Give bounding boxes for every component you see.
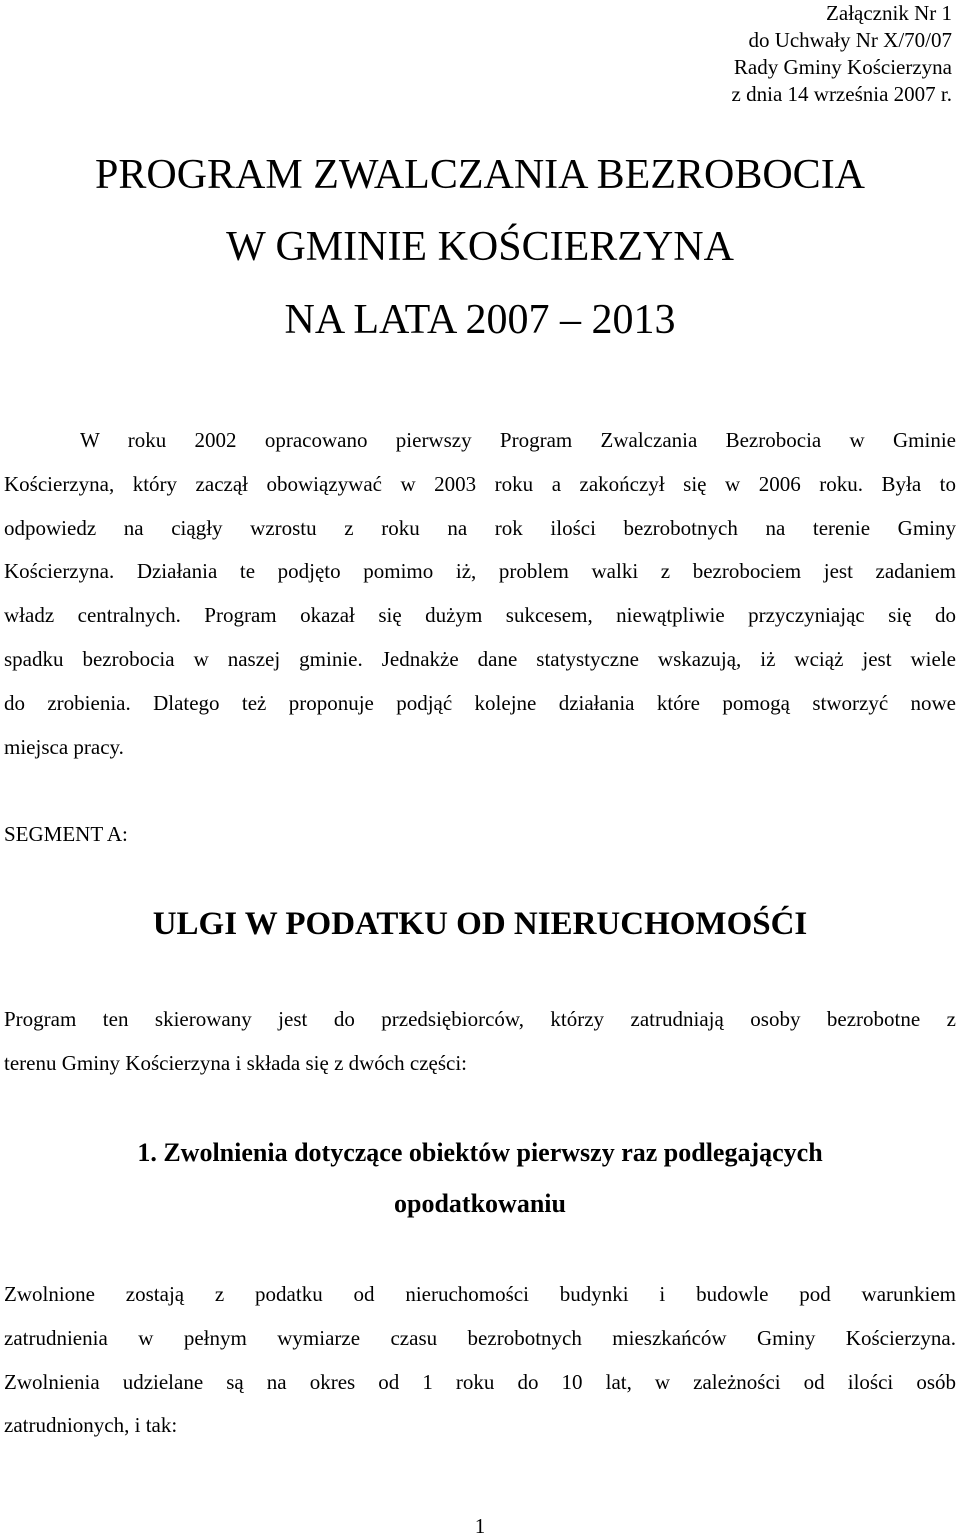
exemption-line: Zwolnione zostają z podatku od nieruchomości budynki i budowle pod warunkiem: [4, 1282, 956, 1306]
attachment-header: [732, 0, 952, 108]
intro-line: spadku bezrobocia w naszej gminie. Jednakże dane statystyczne wskazują, iż wciąż jest wiele: [4, 646, 956, 671]
resolution-date: z dnia 14 września 2007 r.: [731, 82, 952, 106]
intro-line: władz centralnych. Program okazał się dużym sukcesem, niewątpliwie przyczyniając się do: [4, 603, 956, 628]
exemption-paragraph: [4, 1273, 956, 1448]
council-name: Rady Gminy Kościerzyna: [733, 55, 952, 79]
document-title-line-2: W GMINIE KOŚCIERZYNA: [226, 224, 734, 270]
resolution-number: do Uchwały Nr X/70/07: [748, 28, 952, 52]
intro-paragraph: [4, 419, 956, 769]
intro-line: do zrobienia. Dlatego też proponuje podjąć kolejne działania które pomogą stworzyć nowe: [4, 690, 956, 715]
intro-line: miejsca pracy.: [4, 734, 124, 759]
intro-line: odpowiedz na ciągły wzrostu z roku na rok ilości bezrobotnych na terenie Gminy: [4, 515, 956, 540]
intro-line: Kościerzyna. Działania te podjęto pomimo iż, problem walki z bezrobociem jest zadaniem: [4, 559, 956, 584]
subsection-heading-line-2: opodatkowaniu: [394, 1189, 566, 1218]
segment-label: SEGMENT A:: [4, 822, 128, 846]
exemption-line: Zwolnienia udzielane są na okres od 1 roku do 10 lat, w zależności od ilości osób: [4, 1369, 956, 1394]
exemption-line: zatrudnienia w pełnym wymiarze czasu bezrobotnych mieszkańców Gminy Kościerzyna.: [4, 1325, 956, 1350]
subsection-heading-line-1: 1. Zwolnienia dotyczące obiektów pierwszy raz podlegających: [137, 1138, 823, 1167]
program-line: Program ten skierowany jest do przedsiębiorców, którzy zatrudniają osoby bezrobotne z: [4, 1007, 956, 1031]
document-title-line-1: PROGRAM ZWALCZANIA BEZROBOCIA: [94, 152, 866, 198]
document-title-line-3: NA LATA 2007 – 2013: [284, 297, 676, 343]
exemption-line: zatrudnionych, i tak:: [4, 1413, 178, 1438]
page-number: 1: [474, 1514, 486, 1538]
program-line: terenu Gminy Kościerzyna i składa się z dwóch części:: [4, 1050, 467, 1075]
program-paragraph: [4, 998, 956, 1086]
attachment-number: Załącznik Nr 1: [826, 1, 952, 25]
section-heading: ULGI W PODATKU OD NIERUCHOMOŚĆI: [152, 906, 808, 942]
intro-line: Kościerzyna, który zaczął obowiązywać w 2003 roku a zakończył się w 2006 roku. Była to: [4, 471, 956, 496]
intro-line: W roku 2002 opracowano pierwszy Program Zwalczania Bezrobocia w Gminie: [80, 428, 956, 452]
